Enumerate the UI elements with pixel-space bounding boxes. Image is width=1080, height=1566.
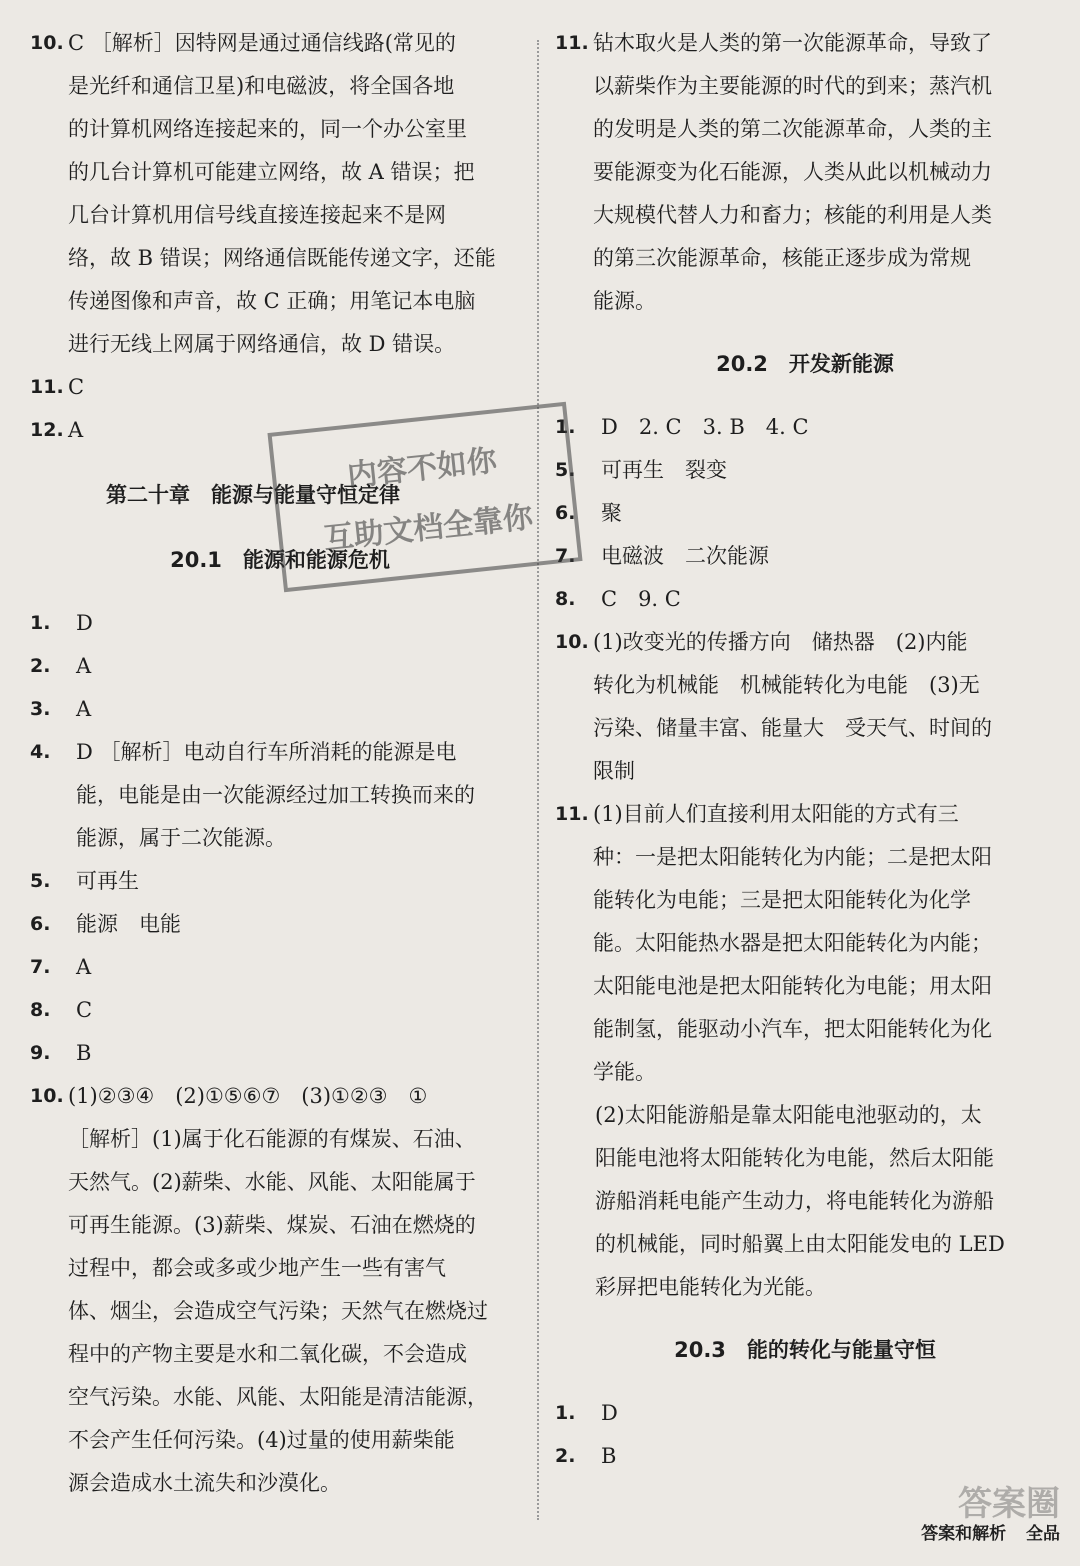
item-number: 8. [30,999,51,1021]
answer-item [30,860,530,903]
item-body [601,1392,1055,1435]
answer-item [555,535,1055,578]
item-number: 2. [555,1445,576,1467]
item-number: 5. [555,459,576,481]
paragraph-line: 彩屏把电能转化为光能。 [595,1275,826,1299]
item-line: D ［解析］电动自行车所消耗的能源是电 [76,740,457,764]
item-line: 体、烟尘，会造成空气污染；天然气在燃烧过 [68,1299,488,1323]
item-line: D 2. C 3. B 4. C [601,415,809,439]
chapter-title: 第二十章 能源与能量守恒定律 [106,483,400,507]
item-line: 能，电能是由一次能源经过加工转换而来的 [76,783,475,807]
footer-brand: 全品 [1026,1524,1060,1544]
paragraph-line: 的机械能，同时船翼上由太阳能发电的 LED [595,1232,1005,1256]
item-line: 是光纤和通信卫星)和电磁波，将全国各地 [68,74,455,98]
item-line: 空气污染。水能、风能、太阳能是清洁能源， [68,1385,488,1409]
answer-item [30,22,530,366]
item-line: 大规模代替人力和畜力；核能的利用是人类 [593,203,992,227]
answer-item [30,903,530,946]
item-line: 的发明是人类的第二次能源革命，人类的主 [593,117,992,141]
item-body [601,449,1055,492]
item-line: 限制 [593,759,635,783]
answer-item [30,688,530,731]
answer-item [30,731,530,860]
item-line: 要能源变为化石能源，人类从此以机械动力 [593,160,992,184]
item-body [68,22,530,366]
item-line: (1)②③④ (2)①⑤⑥⑦ (3)①②③ ① [68,1084,428,1108]
item-body [593,793,1055,1094]
item-line: 传递图像和声音，故 C 正确；用笔记本电脑 [68,289,476,313]
footer [907,1519,1060,1544]
item-line: 学能。 [593,1060,656,1084]
item-line: 转化为机械能 机械能转化为电能 (3)无 [593,673,980,697]
item-line: 钻木取火是人类的第一次能源革命，导致了 [593,31,992,55]
answer-item [30,602,530,645]
paragraph-line: 游船消耗电能产生动力，将电能转化为游船 [595,1189,994,1213]
item-line: 进行无线上网属于网络通信，故 D 错误。 [68,332,456,356]
item-body [601,406,1055,449]
item-line: 污染、储量丰富、能量大 受天气、时间的 [593,716,992,740]
answer-item [30,989,530,1032]
item-number: 9. [30,1042,51,1064]
item-body [601,578,1055,621]
item-line: A [76,654,92,678]
item-line: B [601,1444,617,1468]
answer-item [30,366,530,409]
item-line: 源会造成水土流失和沙漠化。 [68,1471,341,1495]
item-number: 1. [30,612,51,634]
item-body [76,688,530,731]
item-line: 能转化为电能；三是把太阳能转化为化学 [593,888,971,912]
watermark: 答案圈 [958,1484,1060,1524]
item-line: 能。太阳能热水器是把太阳能转化为内能； [593,931,992,955]
section-title-20-1: 20.1 能源和能源危机 [170,548,390,572]
item-line: 程中的产物主要是水和二氧化碳，不会造成 [68,1342,467,1366]
item-line: B [76,1041,92,1065]
paragraph-line: 阳能电池将太阳能转化为电能，然后太阳能 [595,1146,994,1170]
item-number: 7. [555,545,576,567]
item-body [601,492,1055,535]
item-number: 10. [555,631,589,653]
item-line: 天然气。(2)薪柴、水能、风能、太阳能属于 [68,1170,476,1194]
column-divider [537,40,539,1520]
item-line: 过程中，都会或多或少地产生一些有害气 [68,1256,446,1280]
item-line: A [76,955,92,979]
answer-paragraph [595,1094,1055,1309]
item-body [76,1032,530,1075]
item-body [76,602,530,645]
item-body [68,1075,530,1505]
item-line: D [76,611,93,635]
footer-label: 答案和解析 [921,1524,1007,1544]
answer-item [555,406,1055,449]
item-line: ［解析］(1)属于化石能源的有煤炭、石油、 [68,1127,476,1151]
item-body [76,645,530,688]
item-line: 太阳能电池是把太阳能转化为电能；用太阳 [593,974,992,998]
answer-item [555,793,1055,1094]
answer-item [30,1032,530,1075]
item-line: 能制氢，能驱动小汽车，把太阳能转化为化 [593,1017,992,1041]
item-number: 1. [555,416,576,438]
answer-item [555,449,1055,492]
section-title-20-2: 20.2 开发新能源 [716,352,894,376]
item-line: 可再生 [76,869,139,893]
answer-item [30,645,530,688]
answer-item [30,1075,530,1505]
item-line: 以薪柴作为主要能源的时代的到来；蒸汽机 [593,74,992,98]
item-line: 几台计算机用信号线直接连接起来不是网 [68,203,446,227]
item-line: (1)目前人们直接利用太阳能的方式有三 [593,802,959,826]
item-number: 3. [30,698,51,720]
item-line: 能源 电能 [76,912,181,936]
answer-item [555,492,1055,535]
paragraph-line: (2)太阳能游船是靠太阳能电池驱动的，太 [595,1103,982,1127]
item-line: 聚 [601,501,622,525]
item-line: C [76,998,93,1022]
item-line: C ［解析］因特网是通过通信线路(常见的 [68,31,456,55]
item-line: 种：一是把太阳能转化为内能；二是把太阳 [593,845,992,869]
item-line: 电磁波 二次能源 [601,544,769,568]
item-body [76,903,530,946]
item-line: 可再生 裂变 [601,458,727,482]
answer-item [555,578,1055,621]
item-number: 6. [555,502,576,524]
item-number: 8. [555,588,576,610]
item-body [76,946,530,989]
section-title-20-3: 20.3 能的转化与能量守恒 [674,1338,936,1362]
answer-item [555,621,1055,793]
item-body [593,22,1055,323]
item-line: 可再生能源。(3)薪柴、煤炭、石油在燃烧的 [68,1213,476,1237]
item-body [601,1435,1055,1478]
answer-item [555,22,1055,323]
answer-item [555,1435,1055,1478]
item-body [593,621,1055,793]
item-line: A [68,418,84,442]
left-column [30,22,530,1505]
item-body [68,366,530,409]
item-line: (1)改变光的传播方向 储热器 (2)内能 [593,630,968,654]
item-body [76,860,530,903]
item-line: C [68,375,85,399]
item-number: 4. [30,741,51,763]
item-line: 的计算机网络连接起来的，同一个办公室里 [68,117,467,141]
item-line: 能源。 [593,289,656,313]
item-line: C 9. C [601,587,681,611]
item-number: 10. [30,1085,64,1107]
item-number: 5. [30,870,51,892]
item-line: 络，故 B 错误；网络通信既能传递文字，还能 [68,246,496,270]
item-number: 12. [30,419,64,441]
item-line: 能源，属于二次能源。 [76,826,286,850]
item-number: 1. [555,1402,576,1424]
item-line: A [76,697,92,721]
item-line: D [601,1401,618,1425]
right-column [555,22,1055,1478]
item-line: 的第三次能源革命，核能正逐步成为常规 [593,246,971,270]
item-number: 11. [30,376,64,398]
item-body [76,989,530,1032]
item-number: 6. [30,913,51,935]
answer-item [30,946,530,989]
item-line: 不会产生任何污染。(4)过量的使用薪柴能 [68,1428,455,1452]
item-number: 11. [555,32,589,54]
item-number: 7. [30,956,51,978]
stamp-line-1: 内容不如你 [345,443,499,494]
stamp [267,402,582,592]
stamp-line-2: 互助文档全靠你 [322,499,535,557]
item-number: 2. [30,655,51,677]
item-number: 10. [30,32,64,54]
item-body [76,731,530,860]
answer-item [555,1392,1055,1435]
item-line: 的几台计算机可能建立网络，故 A 错误；把 [68,160,475,184]
item-number: 11. [555,803,589,825]
item-body [601,535,1055,578]
